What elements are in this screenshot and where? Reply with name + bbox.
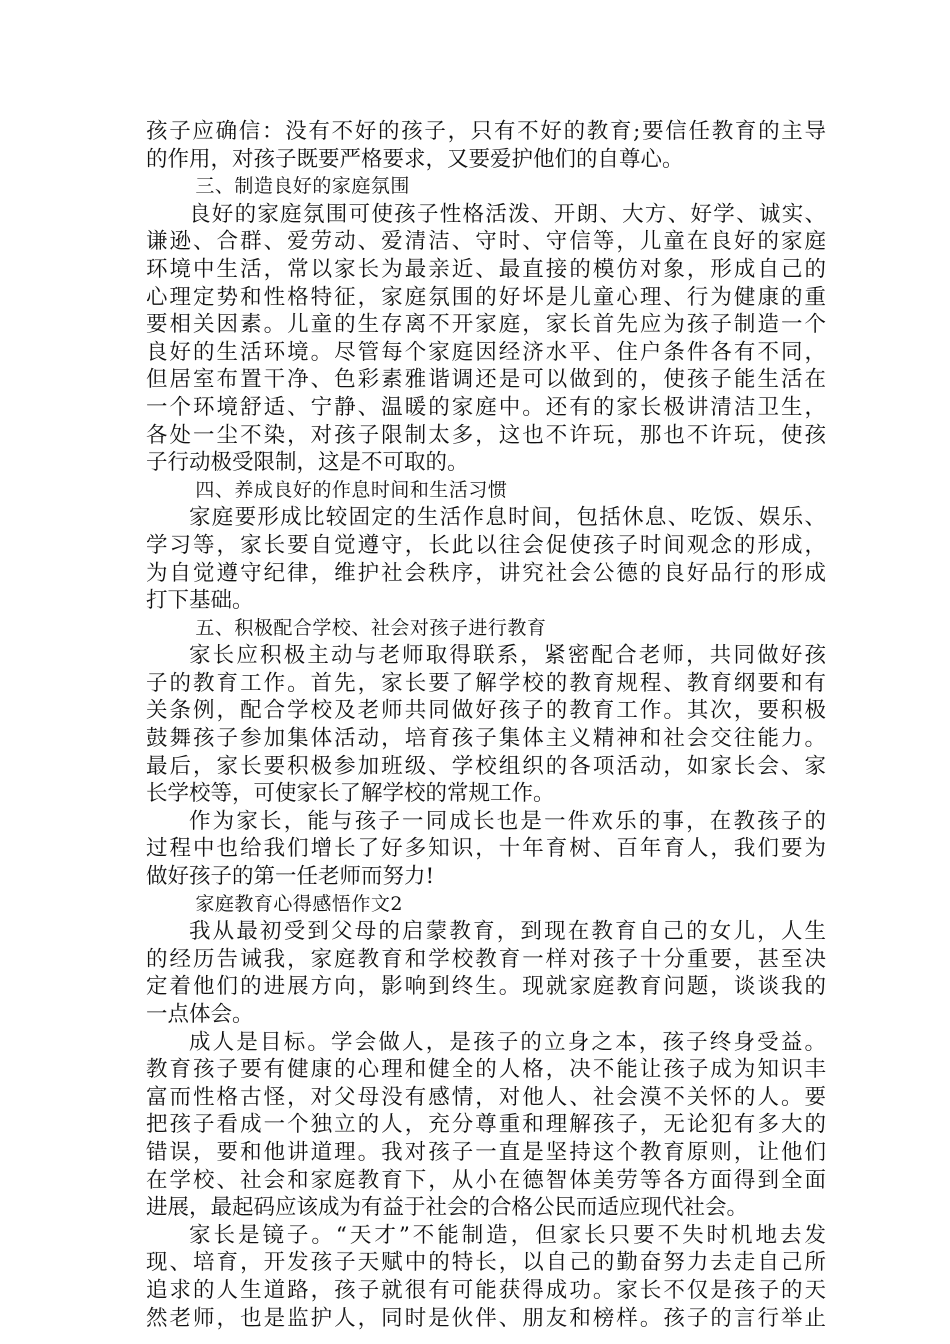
- text-line: 心理定势和性格特征，家庭氛围的好坏是儿童心理、行为健康的重: [146, 284, 826, 310]
- text-line: 富而性格古怪，对父母没有感情，对他人、社会漠不关怀的人。要: [146, 1084, 826, 1110]
- text-line: 关条例，配合学校及老师共同做好孩子的教育工作。其次，要积极: [146, 698, 826, 724]
- text-line: 要相关因素。儿童的生存离不开家庭，家长首先应为孩子制造一个: [146, 312, 826, 338]
- body-paragraph: [146, 918, 826, 1028]
- text-line: 长学校等，可使家长了解学校的常规工作。: [146, 781, 555, 807]
- text-line: 孩子应确信：没有不好的孩子，只有不好的教育;要信任教育的主导: [146, 119, 826, 144]
- text-line: 家长应积极主动与老师取得联系，紧密配合老师，共同做好孩: [189, 643, 826, 669]
- text-line: 的作用，对孩子既要严格要求，又要爱护他们的自尊心。: [146, 146, 684, 172]
- text-line: 现、培育，开发孩子天赋中的特长，以自己的勤奋努力去走自己所: [146, 1250, 826, 1276]
- text-line: 谦逊、合群、爱劳动、爱清洁、守时、守信等，儿童在良好的家庭: [146, 229, 826, 255]
- text-line: 最后，家长要积极参加班级、学校组织的各项活动，如家长会、家: [146, 753, 826, 779]
- text-line: 良好的生活环境。尽管每个家庭因经济水平、住户条件各有不同，: [146, 339, 826, 365]
- section-heading: 五、积极配合学校、社会对孩子进行教育: [195, 616, 547, 639]
- text-line: 做好孩子的第一任老师而努力!: [146, 864, 435, 890]
- text-line: 成人是目标。学会做人，是孩子的立身之本，孩子终身受益。: [189, 1029, 826, 1055]
- text-line: 错误，要和他讲道理。我对孩子一直是坚持这个教育原则，让他们: [146, 1139, 826, 1165]
- text-line: 过程中也给我们增长了好多知识，十年育树、百年育人，我们要为: [146, 836, 826, 862]
- body-paragraph: [146, 642, 826, 808]
- body-paragraph: [146, 504, 826, 614]
- text-line: 把孩子看成一个独立的人，充分尊重和理解孩子，无论犯有多大的: [146, 1112, 826, 1138]
- body-paragraph: [146, 1029, 826, 1222]
- text-line: 一点体会。: [146, 1002, 254, 1027]
- text-line: 各处一尘不染，对孩子限制太多，这也不许玩，那也不许玩，使孩: [146, 422, 826, 448]
- text-line: 子行动极受限制，这是不可取的。: [146, 450, 469, 476]
- text-line: 作为家长，能与孩子一同成长也是一件欢乐的事，在教孩子的: [189, 808, 826, 834]
- text-line: 打下基础。: [146, 588, 254, 614]
- text-line: 为自觉遵守纪律，维护社会秩序，讲究社会公德的良好品行的形成: [146, 560, 826, 586]
- text-line: 家长是镜子。“天才”不能制造，但家长只要不失时机地去发: [189, 1222, 826, 1248]
- text-line: 良好的家庭氛围可使孩子性格活泼、开朗、大方、好学、诚实、: [189, 201, 826, 227]
- text-line: 学习等，家长要自觉遵守，长此以往会促使孩子时间观念的形成，: [146, 532, 826, 558]
- text-line: 进展，最起码应该成为有益于社会的合格公民而适应现代社会。: [146, 1195, 749, 1221]
- body-paragraph: [146, 118, 826, 173]
- text-line: 子的教育工作。首先，家长要了解学校的教育规程、教育纲要和有: [146, 670, 826, 696]
- text-line: 的经历告诫我，家庭教育和学校教育一样对孩子十分重要，甚至决: [146, 946, 826, 972]
- body-paragraph: [146, 808, 826, 891]
- text-line: 一个环境舒适、宁静、温暖的家庭中。还有的家长极讲清洁卫生，: [146, 394, 826, 420]
- text-line: 然老师，也是监护人，同时是伙伴、朋友和榜样。孩子的言行举止: [146, 1305, 826, 1331]
- text-line: 鼓舞孩子参加集体活动，培育孩子集体主义精神和社会交往能力。: [146, 726, 826, 752]
- text-line: 教育孩子要有健康的心理和健全的人格，决不能让孩子成为知识丰: [146, 1057, 826, 1083]
- text-line: 定着他们的进展方向，影响到终生。现就家庭教育问题，谈谈我的: [146, 974, 826, 1000]
- section-heading: 家庭教育心得感悟作文2: [195, 892, 403, 915]
- text-line: 在学校、社会和家庭教育下，从小在德智体美劳等各方面得到全面: [146, 1167, 826, 1193]
- text-line: 追求的人生道路，孩子就很有可能获得成功。家长不仅是孩子的天: [146, 1277, 826, 1303]
- document-page: [146, 118, 826, 1332]
- text-line: 我从最初受到父母的启蒙教育，到现在教育自己的女儿，人生: [189, 919, 826, 945]
- section-heading: 四、养成良好的作息时间和生活习惯: [195, 478, 508, 501]
- body-paragraph: [146, 201, 826, 477]
- text-line: 环境中生活，常以家长为最亲近、最直接的模仿对象，形成自己的: [146, 256, 826, 282]
- text-line: 但居室布置干净、色彩素雅谐调还是可以做到的，使孩子能生活在: [146, 367, 826, 393]
- section-heading: 三、制造良好的家庭氛围: [195, 175, 410, 198]
- text-line: 家庭要形成比较固定的生活作息时间，包括休息、吃饭、娱乐、: [189, 505, 826, 531]
- body-paragraph: [146, 1222, 826, 1332]
